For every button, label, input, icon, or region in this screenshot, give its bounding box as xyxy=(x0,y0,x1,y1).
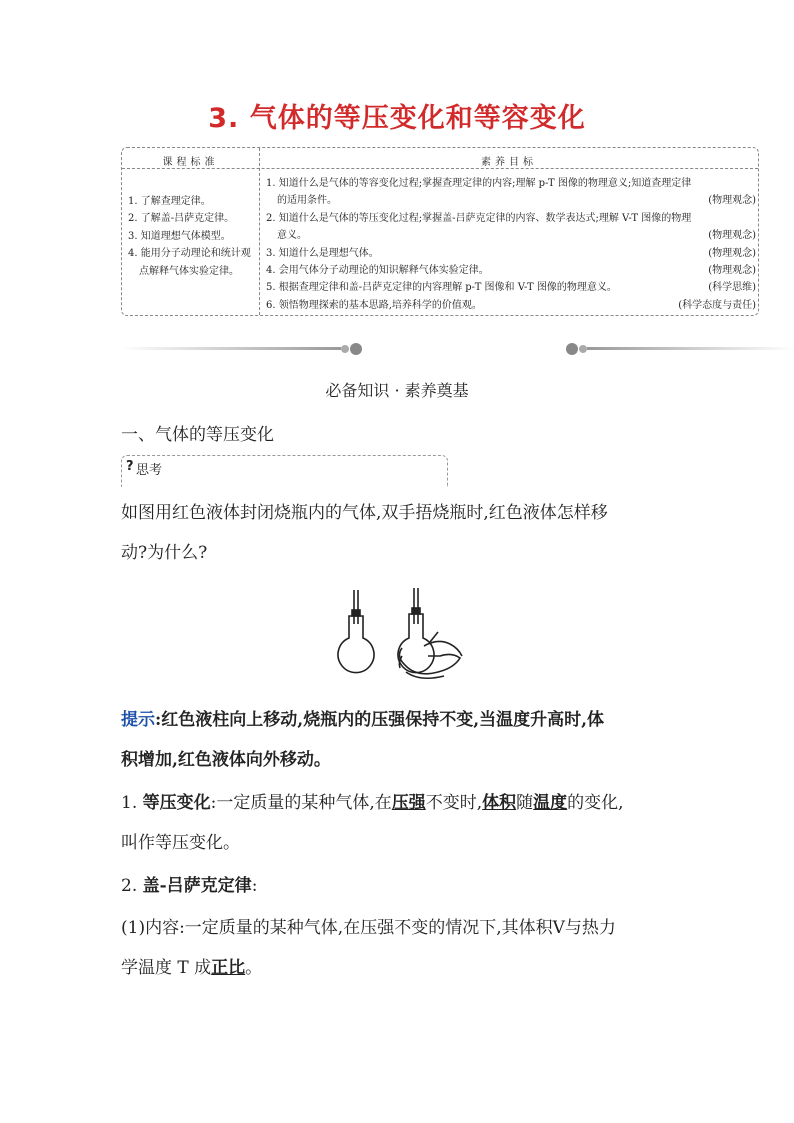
think-label: 思考 xyxy=(136,463,163,478)
course-standard-list xyxy=(128,193,256,280)
think-box xyxy=(121,455,448,487)
table-divider xyxy=(259,148,260,315)
list-item: 2. 了解盖-吕萨克定律。 xyxy=(128,213,235,225)
course-standard-header: 课程标准 xyxy=(162,157,219,168)
list-item: 2. 知道什么是气体的等压变化过程;掌握盖-吕萨克定律的内容、数学表达式;理解 V-T 图像的物理 xyxy=(266,212,692,224)
hint-text: 提示:红色液柱向上移动,烧瓶内的压强保持不变,当温度升高时,体 积增加,红色液体向外移动。 xyxy=(121,710,605,770)
list-item: 3. 知道什么是理想气体。 (物理观念) xyxy=(266,247,756,259)
literacy-goal-header: 素养目标 xyxy=(481,157,537,168)
list-item: 5. 根据查理定律和盖-吕萨克定律的内容理解 p-T 图像和 V-T 图像的物理意义。 (科学思维) xyxy=(266,282,756,294)
question-text: 如图用红色液体封闭烧瓶内的气体,双手捂烧瓶时,红色液体怎样移 动?为什么? xyxy=(121,503,608,563)
section-heading: 一、气体的等压变化 xyxy=(121,425,274,445)
list-item: 的适用条件。 (物理观念) xyxy=(277,195,756,207)
gay-lussac-heading: 2. 盖-吕萨克定律: xyxy=(121,876,258,896)
section-title: 必备知识 · 素养奠基 xyxy=(325,381,469,400)
definition-isobaric: 1. 等压变化:一定质量的某种气体,在压强不变时,体积随温度的变化, 叫作等压变化。 xyxy=(121,793,624,853)
list-item: 6. 领悟物理探索的基本思路,培养科学的价值观。 (科学态度与责任) xyxy=(266,299,756,311)
divider-ornament-right xyxy=(562,340,794,358)
page-title: 3. 气体的等压变化和等容变化 xyxy=(208,103,586,134)
list-item: 4. 会用气体分子动理论的知识解释气体实验定律。 (物理观念) xyxy=(266,265,756,277)
table-divider xyxy=(122,168,758,169)
standards-table xyxy=(121,147,759,316)
list-item: 1. 知道什么是气体的等容变化过程;掌握查理定律的内容;理解 p-T 图像的物理意义;知道查理定律 xyxy=(266,178,692,189)
list-item: 1. 了解查理定律。 xyxy=(128,196,211,207)
divider-ornament-left xyxy=(121,340,366,358)
list-item: 4. 能用分子动理论和统计观点解释气体实验定律。 xyxy=(128,248,251,277)
hint-label: 提示 xyxy=(121,710,155,730)
list-item: 3. 知道理想气体模型。 xyxy=(128,230,231,242)
list-item: 意义。 (物理观念) xyxy=(277,230,756,242)
question-mark-icon: ? xyxy=(126,459,134,474)
literacy-goal-list xyxy=(266,175,756,314)
gay-lussac-content: (1)内容:一定质量的某种气体,在压强不变的情况下,其体积V与热力 学温度 T 成正比。 xyxy=(121,918,616,978)
flask-hands-illustration xyxy=(320,586,470,684)
